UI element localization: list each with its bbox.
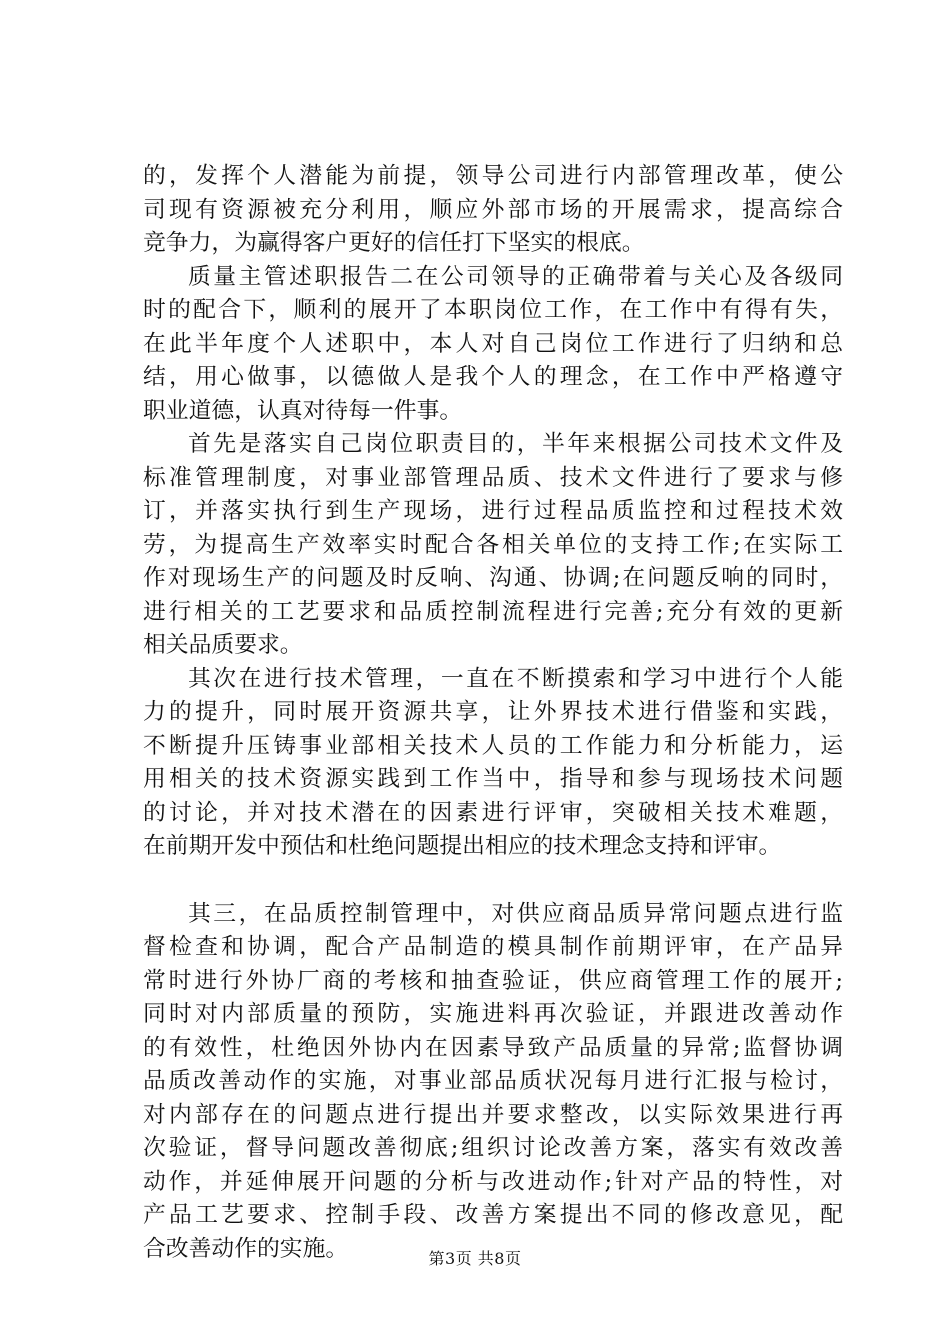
text-line: 在此半年度个人述职中，本人对自己岗位工作进行了归纳和总	[143, 330, 843, 357]
text-line: 用相关的技术资源实践到工作当中，指导和参与现场技术问题	[143, 766, 843, 792]
text-line: 次验证，督导问题改善彻底;组织讨论改善方案，落实有效改善	[143, 1135, 843, 1161]
text-line: 订，并落实执行到生产现场，进行过程品质监控和过程技术效	[143, 498, 843, 524]
text-line: 职业道德，认真对待每一件事。	[143, 397, 463, 424]
text-line: 时的配合下，顺利的展开了本职岗位工作，在工作中有得有失，	[143, 297, 843, 323]
text-line: 作对现场生产的问题及时反响、沟通、协调;在问题反响的同时，	[143, 565, 843, 591]
text-line: 产品工艺要求、控制手段、改善方案提出不同的修改意见，配	[143, 1202, 843, 1228]
text-line: 同时对内部质量的预防，实施进料再次验证，并跟进改善动作	[143, 1001, 843, 1027]
paragraph-gap	[143, 864, 843, 898]
text-line: 的，发挥个人潜能为前提，领导公司进行内部管理改革，使公	[143, 163, 843, 189]
paragraph	[143, 663, 843, 864]
text-line: 进行相关的工艺要求和品质控制流程进行完善;充分有效的更新	[143, 598, 843, 625]
text-line: 合改善动作的实施。	[143, 1235, 349, 1262]
text-line: 其次在进行技术管理，一直在不断摸索和学习中进行个人能	[188, 665, 843, 692]
paragraph	[143, 428, 843, 663]
text-line: 首先是落实自己岗位职责目的，半年来根据公司技术文件及	[188, 431, 843, 457]
paragraph	[143, 160, 843, 261]
text-line: 相关品质要求。	[143, 632, 303, 658]
page-footer: 第3页 共8页	[428, 1249, 522, 1268]
text-line: 不断提升压铸事业部相关技术人员的工作能力和分析能力，运	[143, 732, 843, 759]
text-line: 动作，并延伸展开问题的分析与改进动作;针对产品的特性，对	[143, 1168, 843, 1195]
text-line: 标准管理制度，对事业部管理品质、技术文件进行了要求与修	[143, 464, 843, 491]
document-body	[143, 160, 843, 1266]
text-line: 对内部存在的问题点进行提出并要求整改，以实际效果进行再	[143, 1101, 843, 1128]
text-line: 的讨论，并对技术潜在的因素进行评审，突破相关技术难题，	[143, 799, 843, 826]
text-line: 质量主管述职报告二在公司领导的正确带着与关心及各级同	[188, 263, 843, 290]
text-line: 司现有资源被充分利用，顺应外部市场的开展需求，提高综合	[143, 196, 843, 223]
text-line: 常时进行外协厂商的考核和抽查验证，供应商管理工作的展开;	[143, 967, 843, 994]
text-line: 劳，为提高生产效率实时配合各相关单位的支持工作;在实际工	[143, 531, 843, 558]
text-line: 其三，在品质控制管理中，对供应商品质异常问题点进行监	[188, 900, 843, 927]
text-line: 在前期开发中预估和杜绝问题提出相应的技术理念支持和评审。	[143, 833, 782, 859]
text-line: 力的提升，同时展开资源共享，让外界技术进行借鉴和实践，	[143, 699, 843, 725]
paragraph	[143, 898, 843, 1267]
text-line: 竞争力，为赢得客户更好的信任打下坚实的根底。	[143, 230, 645, 256]
paragraph	[143, 261, 843, 429]
text-line: 结，用心做事，以德做人是我个人的理念，在工作中严格遵守	[143, 364, 843, 390]
text-line: 品质改善动作的实施，对事业部品质状况每月进行汇报与检讨，	[143, 1068, 843, 1094]
text-line: 的有效性，杜绝因外协内在因素导致产品质量的异常;监督协调	[143, 1034, 843, 1061]
text-line: 督检查和协调，配合产品制造的模具制作前期评审，在产品异	[143, 934, 843, 960]
